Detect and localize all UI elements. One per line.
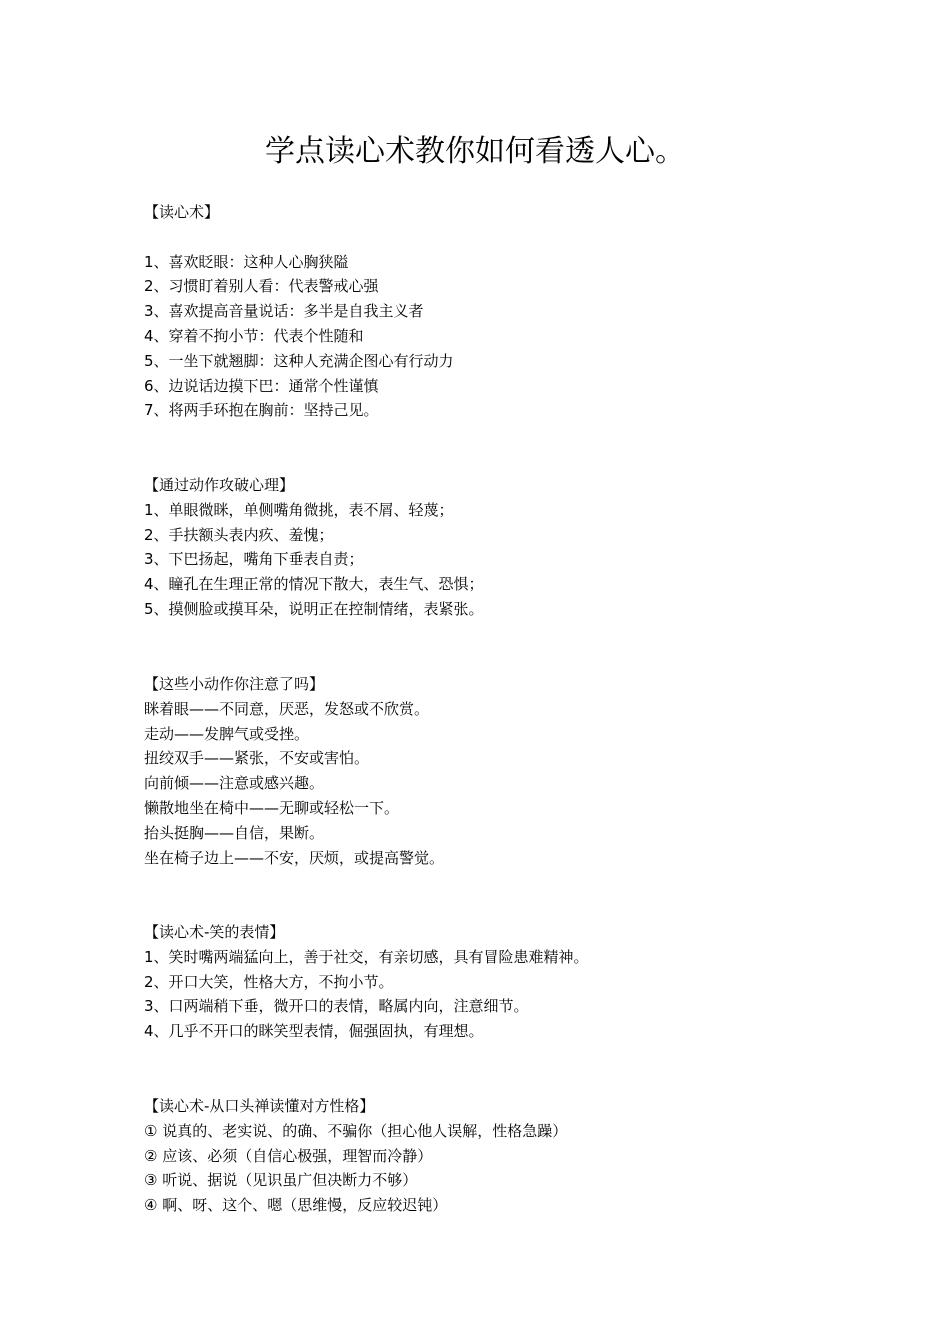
list-item: 向前倾——注意或感兴趣。 [144, 774, 325, 793]
list-item: 2、习惯盯着别人看：代表警戒心强 [144, 277, 379, 296]
list-item: ③ 听说、据说（见识虽广但决断力不够） [144, 1171, 418, 1190]
list-item: 坐在椅子边上——不安，厌烦，或提高警觉。 [144, 848, 445, 867]
list-item: 4、几乎不开口的眯笑型表情，倔强固执，有理想。 [144, 1022, 484, 1041]
section-heading: 【读心术-从口头禅读懂对方性格】 [144, 1097, 375, 1115]
list-item: 4、瞳孔在生理正常的情况下散大，表生气、恐惧； [144, 575, 484, 594]
section-smile-expressions [144, 920, 844, 1044]
list-item: 2、手扶额头表内疚、羞愧； [144, 525, 334, 544]
list-item: ② 应该、必须（自信心极强，理智而冷静） [144, 1146, 433, 1165]
list-item: ④ 啊、呀、这个、嗯（思维慢，反应较迟钝） [144, 1196, 448, 1215]
section-small-gestures [144, 672, 844, 870]
list-item: 1、喜欢眨眼：这种人心胸狭隘 [144, 252, 349, 271]
section-heading: 【这些小动作你注意了吗】 [144, 675, 325, 693]
section-heading: 【通过动作攻破心理】 [144, 476, 295, 494]
blank-line [144, 225, 844, 250]
list-item: 1、笑时嘴两端猛向上，善于社交，有亲切感，具有冒险患难精神。 [144, 947, 589, 966]
list-item: 3、下巴扬起，嘴角下垂表自责； [144, 550, 364, 569]
list-item: 3、喜欢提高音量说话：多半是自我主义者 [144, 302, 424, 321]
list-item: 7、将两手环抱在胸前：坚持己见。 [144, 401, 379, 420]
section-catchphrases [144, 1094, 844, 1218]
section-mind-reading [144, 200, 844, 423]
list-item: 2、开口大笑，性格大方，不拘小节。 [144, 972, 394, 991]
page-title: 学点读心术教你如何看透人心。 [265, 134, 685, 169]
list-item: 扭绞双手——紧张，不安或害怕。 [144, 749, 370, 768]
list-item: 5、摸侧脸或摸耳朵，说明正在控制情绪，表紧张。 [144, 599, 484, 618]
list-item: 4、穿着不拘小节：代表个性随和 [144, 326, 364, 345]
list-item: 3、口两端稍下垂，微开口的表情，略属内向，注意细节。 [144, 997, 529, 1016]
section-actions-psychology [144, 473, 844, 622]
list-item: 懒散地坐在椅中——无聊或轻松一下。 [144, 798, 400, 817]
list-item: 5、一坐下就翘脚：这种人充满企图心有行动力 [144, 351, 454, 370]
list-item: 抬头挺胸——自信，果断。 [144, 823, 325, 842]
list-item: 走动——发脾气或受挫。 [144, 724, 310, 743]
list-item: 1、单眼微眯，单侧嘴角微挑，表不屑、轻蔑； [144, 500, 454, 519]
list-item: 眯着眼——不同意，厌恶，发怒或不欣赏。 [144, 699, 430, 718]
list-item: 6、边说话边摸下巴：通常个性谨慎 [144, 376, 379, 395]
section-heading: 【读心术-笑的表情】 [144, 923, 285, 941]
list-item: ① 说真的、老实说、的确、不骗你（担心他人误解，性格急躁） [144, 1121, 568, 1140]
section-heading: 【读心术】 [144, 203, 220, 221]
